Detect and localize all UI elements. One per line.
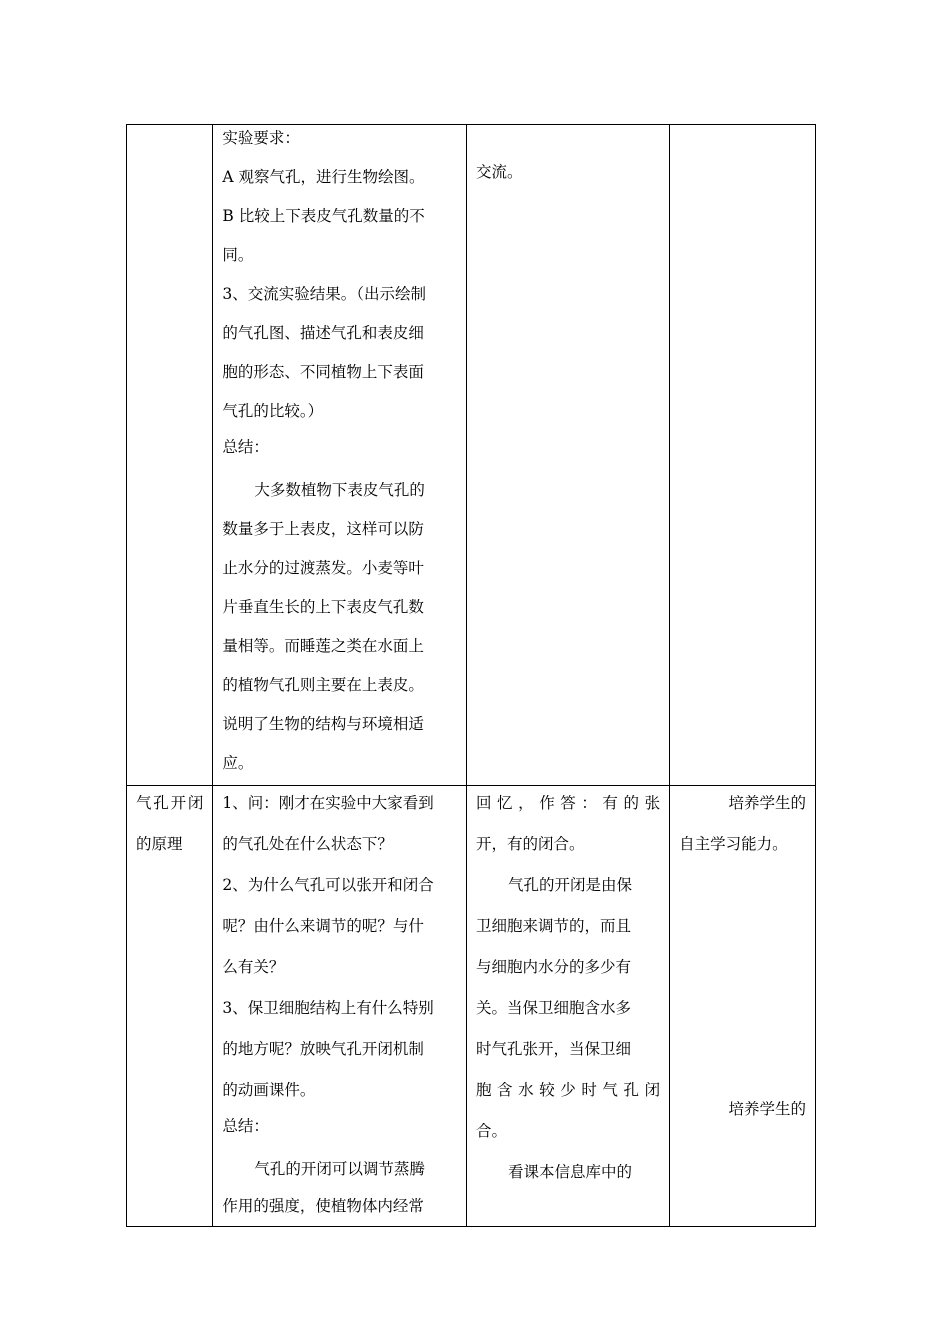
text-line: 回忆，作答：有的张 xyxy=(475,794,661,812)
lesson-plan-table xyxy=(126,124,816,1227)
text-line: 气孔的比较。） xyxy=(222,402,324,420)
text-line: 的地方呢？放映气孔开闭机制 xyxy=(222,1040,424,1058)
text-line: 总结： xyxy=(222,1117,269,1135)
text-line: 作用的强度，使植物体内经常 xyxy=(222,1197,424,1215)
text-line: 的动画课件。 xyxy=(222,1081,316,1099)
text-line: 3、保卫细胞结构上有什么特别 xyxy=(222,999,434,1017)
table-cell-student-activity xyxy=(466,786,669,1227)
table-row xyxy=(127,786,816,1227)
text-line: 与细胞内水分的多少有 xyxy=(475,958,631,976)
text-line: 3、交流实验结果。（出示绘制 xyxy=(222,285,427,303)
text-line: 胞含水较少时气孔闭 xyxy=(475,1081,661,1099)
text-line: 总结： xyxy=(222,438,269,456)
text-line: 呢？由什么来调节的呢？与什 xyxy=(222,917,424,935)
text-line: 数量多于上表皮，这样可以防 xyxy=(222,520,424,538)
table-cell-stage xyxy=(127,786,213,1227)
table-row xyxy=(127,125,816,786)
table-cell-design-intent xyxy=(670,125,816,786)
text-line: 应。 xyxy=(222,754,254,772)
text-line: A 观察气孔，进行生物绘图。 xyxy=(222,168,425,186)
text-line: 时气孔张开，当保卫细 xyxy=(475,1040,631,1058)
text-line: 培养学生的 xyxy=(728,1100,806,1118)
text-line: 量相等。而睡莲之类在水面上 xyxy=(222,637,424,655)
table-cell-teacher-activity xyxy=(213,125,467,786)
text-line: 么有关？ xyxy=(222,958,285,976)
text-line: 胞的形态、不同植物上下表面 xyxy=(222,363,424,381)
text-line: 的气孔处在什么状态下？ xyxy=(222,835,393,853)
text-line: 看课本信息库中的 xyxy=(507,1163,632,1181)
text-line: 片垂直生长的上下表皮气孔数 xyxy=(222,598,424,616)
text-line: 气孔的开闭是由保 xyxy=(507,876,632,894)
text-line: 1、问：刚才在实验中大家看到 xyxy=(222,794,434,812)
text-line: 卫细胞来调节的，而且 xyxy=(475,917,631,935)
text-line: 关。当保卫细胞含水多 xyxy=(475,999,631,1017)
text-line: 开，有的闭合。 xyxy=(475,835,585,853)
text-line: 的原理 xyxy=(136,835,183,853)
text-line: B 比较上下表皮气孔数量的不 xyxy=(222,207,425,225)
text-line: 同。 xyxy=(222,246,254,264)
text-line: 说明了生物的结构与环境相适 xyxy=(222,715,424,733)
text-line: 交流。 xyxy=(475,163,523,181)
text-line: 培养学生的 xyxy=(728,794,806,812)
text-line: 的气孔图、描述气孔和表皮细 xyxy=(222,324,424,342)
text-line: 自主学习能力。 xyxy=(679,835,788,853)
table-cell-student-activity xyxy=(466,125,669,786)
text-line: 的植物气孔则主要在上表皮。 xyxy=(222,676,424,694)
text-line: 合。 xyxy=(475,1122,507,1140)
text-line: 实验要求： xyxy=(222,129,300,147)
text-line: 气孔开闭 xyxy=(136,794,204,812)
text-line: 气孔的开闭可以调节蒸腾 xyxy=(254,1160,425,1178)
table-cell-stage xyxy=(127,125,213,786)
text-line: 止水分的过渡蒸发。小麦等叶 xyxy=(222,559,424,577)
table-cell-design-intent xyxy=(670,786,816,1227)
text-line: 大多数植物下表皮气孔的 xyxy=(254,481,425,499)
table-cell-teacher-activity xyxy=(213,786,467,1227)
text-line: 2、为什么气孔可以张开和闭合 xyxy=(222,876,434,894)
